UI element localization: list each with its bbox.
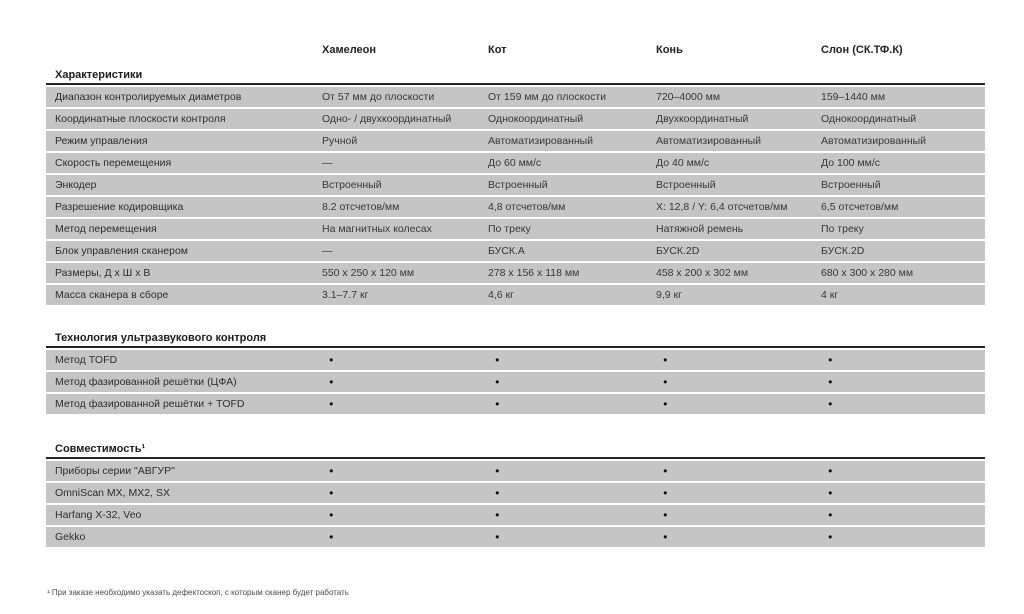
row-label: Энкодер <box>55 179 97 191</box>
table-row <box>46 219 985 239</box>
table-row <box>46 87 985 107</box>
row-label: Координатные плоскости контроля <box>55 113 226 125</box>
feature-dot: ● <box>329 510 334 519</box>
row-label: Harfang X-32, Veo <box>55 509 142 521</box>
value-cell: На магнитных колесах <box>322 223 432 235</box>
section-title: Характеристики <box>55 69 143 81</box>
comparison-table <box>46 0 985 547</box>
row-label: Масса сканера в сборе <box>55 289 169 301</box>
table-row <box>46 153 985 173</box>
value-cell: БУСК.2D <box>656 245 700 257</box>
row-label: Метод TOFD <box>55 354 118 366</box>
table-row <box>46 131 985 151</box>
feature-dot: ● <box>495 399 500 408</box>
value-cell: По треку <box>821 223 864 235</box>
value-cell: Натяжной ремень <box>656 223 744 235</box>
feature-dot: ● <box>828 488 833 497</box>
value-cell: 4,6 кг <box>488 289 514 301</box>
product-header-row <box>46 44 985 56</box>
table-row <box>46 263 985 283</box>
section-rows <box>46 87 985 305</box>
product-column-header-kot: Кот <box>488 44 507 56</box>
feature-dot: ● <box>329 466 334 475</box>
table-row <box>46 197 985 217</box>
value-cell: 159–1440 мм <box>821 91 886 103</box>
value-cell: X: 12,8 / Y: 6,4 отсчетов/мм <box>656 201 788 213</box>
section-ultrasonic-technology <box>46 332 985 414</box>
table-row <box>46 241 985 261</box>
row-label: Метод перемещения <box>55 223 157 235</box>
value-cell: 6,5 отсчетов/мм <box>821 201 899 213</box>
value-cell: — <box>322 245 333 257</box>
value-cell: 458 x 200 x 302 мм <box>656 267 749 279</box>
value-cell: До 100 мм/с <box>821 157 881 169</box>
table-row <box>46 372 985 392</box>
value-cell: Встроенный <box>821 179 881 191</box>
row-label: Разрешение кодировщика <box>55 201 184 213</box>
feature-dot: ● <box>663 510 668 519</box>
feature-dot: ● <box>663 488 668 497</box>
table-row <box>46 461 985 481</box>
section-rule <box>46 457 985 459</box>
value-cell: 8.2 отсчетов/мм <box>322 201 400 213</box>
row-label: Скорость перемещения <box>55 157 172 169</box>
section-rows <box>46 350 985 414</box>
feature-dot: ● <box>663 355 668 364</box>
row-label: Приборы серии "АВГУР" <box>55 465 175 477</box>
value-cell: Двухкоординатный <box>656 113 749 125</box>
section-rule <box>46 346 985 348</box>
value-cell: От 57 мм до плоскости <box>322 91 435 103</box>
value-cell: По треку <box>488 223 531 235</box>
corner-spacer <box>46 44 322 56</box>
row-label: Метод фазированной решётки (ЦФА) <box>55 376 237 388</box>
section-title: Технология ультразвукового контроля <box>55 332 267 344</box>
value-cell: 550 x 250 x 120 мм <box>322 267 415 279</box>
section-compatibility <box>46 443 985 547</box>
feature-dot: ● <box>329 488 334 497</box>
footnote: ¹ При заказе необходимо указать дефектоскоп, с которым сканер будет работать <box>47 588 349 597</box>
feature-dot: ● <box>828 377 833 386</box>
row-label: Блок управления сканером <box>55 245 189 257</box>
value-cell: — <box>322 157 333 169</box>
section-rule <box>46 83 985 85</box>
value-cell: 4 кг <box>821 289 839 301</box>
value-cell: Однокоординатный <box>821 113 917 125</box>
row-label: Диапазон контролируемых диаметров <box>55 91 242 103</box>
value-cell: 4,8 отсчетов/мм <box>488 201 566 213</box>
feature-dot: ● <box>828 355 833 364</box>
value-cell: Встроенный <box>322 179 382 191</box>
value-cell: БУСК.А <box>488 245 525 257</box>
table-row <box>46 527 985 547</box>
feature-dot: ● <box>828 466 833 475</box>
value-cell: Встроенный <box>488 179 548 191</box>
value-cell: БУСК.2D <box>821 245 865 257</box>
value-cell: Автоматизированный <box>656 135 762 147</box>
feature-dot: ● <box>828 532 833 541</box>
table-row <box>46 394 985 414</box>
table-row <box>46 505 985 525</box>
row-label: Размеры, Д х Ш х В <box>55 267 151 279</box>
feature-dot: ● <box>663 466 668 475</box>
value-cell: 9,9 кг <box>656 289 682 301</box>
value-cell: До 40 мм/с <box>656 157 710 169</box>
product-column-header-khameleon: Хамелеон <box>322 44 377 56</box>
row-label: Gekko <box>55 531 86 543</box>
row-label: Режим управления <box>55 135 148 147</box>
section-rows <box>46 461 985 547</box>
feature-dot: ● <box>329 377 334 386</box>
feature-dot: ● <box>329 532 334 541</box>
feature-dot: ● <box>495 466 500 475</box>
table-row <box>46 175 985 195</box>
feature-dot: ● <box>663 532 668 541</box>
value-cell: От 159 мм до плоскости <box>488 91 607 103</box>
feature-dot: ● <box>495 488 500 497</box>
value-cell: Встроенный <box>656 179 716 191</box>
value-cell: До 60 мм/с <box>488 157 542 169</box>
row-label: OmniScan MX, MX2, SX <box>55 487 170 499</box>
feature-dot: ● <box>495 355 500 364</box>
table-row <box>46 350 985 370</box>
value-cell: Ручной <box>322 135 358 147</box>
table-row <box>46 109 985 129</box>
product-column-header-slon: Слон (СК.ТФ.К) <box>821 44 903 56</box>
table-row <box>46 285 985 305</box>
value-cell: 720–4000 мм <box>656 91 721 103</box>
section-characteristics <box>46 69 985 305</box>
feature-dot: ● <box>495 532 500 541</box>
value-cell: Однокоординатный <box>488 113 584 125</box>
feature-dot: ● <box>663 377 668 386</box>
value-cell: 680 x 300 x 280 мм <box>821 267 914 279</box>
feature-dot: ● <box>329 399 334 408</box>
value-cell: Автоматизированный <box>821 135 927 147</box>
feature-dot: ● <box>663 399 668 408</box>
feature-dot: ● <box>329 355 334 364</box>
section-title: Совместимость¹ <box>55 443 146 455</box>
feature-dot: ● <box>828 510 833 519</box>
value-cell: Автоматизированный <box>488 135 594 147</box>
feature-dot: ● <box>495 510 500 519</box>
value-cell: 3.1–7.7 кг <box>322 289 369 301</box>
value-cell: Одно- / двухкоординатный <box>322 113 452 125</box>
row-label: Метод фазированной решётки + TOFD <box>55 398 245 410</box>
feature-dot: ● <box>828 399 833 408</box>
table-row <box>46 483 985 503</box>
product-column-header-kon: Конь <box>656 44 683 56</box>
value-cell: 278 x 156 x 118 мм <box>488 267 580 279</box>
feature-dot: ● <box>495 377 500 386</box>
